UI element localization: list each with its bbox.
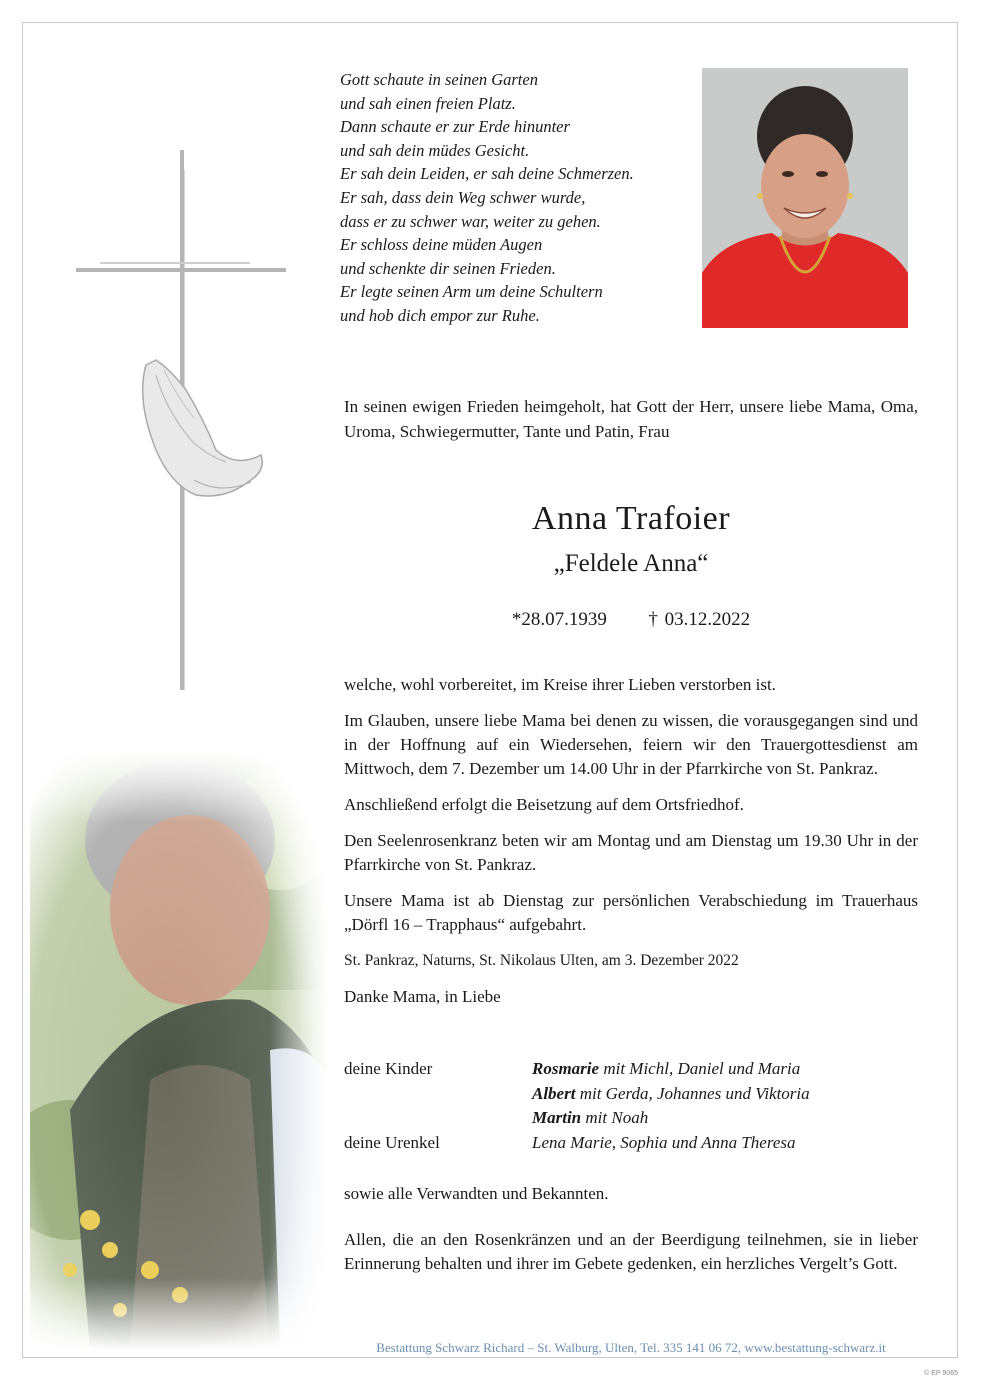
poem-line: und hob dich empor zur Ruhe. bbox=[340, 305, 540, 325]
final-thanks-text: Allen, die an den Rosenkränzen und an der Beerdigung teilnehmen, sie in lieber Erinnerung behalten und ihrer im Gebete gedenken, ein herzliches Vergelt’s Gott. bbox=[344, 1230, 918, 1273]
children-label: deine Kinder bbox=[344, 1059, 433, 1078]
burial-text: Anschließend erfolgt die Beisetzung auf dem Ortsfriedhof. bbox=[344, 795, 744, 814]
poem-line: Gott schaute in seinen Garten bbox=[340, 70, 538, 89]
poem-line: Er sah, dass dein Weg schwer wurde, bbox=[340, 187, 586, 207]
side-photo bbox=[30, 750, 330, 1350]
birth-date: *28.07.1939 bbox=[511, 609, 607, 630]
children-row bbox=[344, 1057, 918, 1131]
child-entry bbox=[532, 1082, 810, 1107]
child-entry bbox=[532, 1106, 810, 1131]
family-list bbox=[344, 1057, 918, 1155]
children-names bbox=[532, 1057, 810, 1131]
passed-text: welche, wohl vorbereitet, im Kreise ihrer Lieben verstorben ist. bbox=[344, 675, 776, 694]
great-grandchildren-row bbox=[344, 1131, 918, 1156]
funeral-home-footer: Bestattung Schwarz Richard – St. Walburg, Ulten, Tel. 335 141 06 72, www.bestattung-schwarz.it bbox=[376, 1340, 886, 1355]
child-family: mit Noah bbox=[581, 1108, 649, 1127]
poem-line: Er sah dein Leiden, er sah deine Schmerzen. bbox=[340, 164, 634, 184]
child-entry bbox=[532, 1057, 810, 1082]
cross-with-praying-hands-icon bbox=[76, 150, 286, 690]
child-name: Albert bbox=[532, 1083, 576, 1103]
poem-line: Er legte seinen Arm um deine Schultern bbox=[340, 282, 603, 302]
poem-line: dass er zu schwer war, weiter zu gehen. bbox=[340, 211, 601, 231]
poem-line: Dann schaute er zur Erde hinunter bbox=[340, 117, 570, 137]
poem-line: und sah dein müdes Gesicht. bbox=[340, 140, 530, 160]
death-date: † 03.12.2022 bbox=[648, 609, 751, 630]
great-grandchildren-names: Lena Marie, Sophia und Anna Theresa bbox=[532, 1132, 796, 1152]
child-family: mit Michl, Daniel und Maria bbox=[599, 1059, 801, 1078]
place-date-text: St. Pankraz, Naturns, St. Nikolaus Ulten, am 3. Dezember 2022 bbox=[344, 952, 739, 969]
intro-text: In seinen ewigen Frieden heimgeholt, hat Gott der Herr, unsere liebe Mama, Oma, Uroma, Schwiegermutter, Tante und Patin, Frau bbox=[344, 397, 918, 441]
portrait-photo bbox=[702, 68, 908, 328]
farewell-text: Unsere Mama ist ab Dienstag zur persönlichen Verabschiedung im Trauerhaus „Dörfl 16 – Trapphaus“ aufgebahrt. bbox=[344, 891, 918, 934]
deceased-nickname: „Feldele Anna“ bbox=[553, 550, 709, 577]
poem-line: Er schloss deine müden Augen bbox=[340, 235, 543, 255]
rosary-text: Den Seelenrosenkranz beten wir am Montag und am Dienstag um 19.30 Uhr in der Pfarrkirche von St. Pankraz. bbox=[344, 831, 918, 874]
document-code: © EP 9065 bbox=[924, 1370, 958, 1377]
deceased-name: Anna Trafoier bbox=[531, 500, 731, 537]
great-grandchildren-label: deine Urenkel bbox=[344, 1132, 440, 1152]
life-dates bbox=[344, 607, 918, 633]
child-name: Rosmarie bbox=[532, 1059, 600, 1078]
poem-line: und schenkte dir seinen Frieden. bbox=[340, 258, 556, 278]
announcement-body bbox=[344, 673, 918, 1009]
child-family: mit Gerda, Johannes und Viktoria bbox=[575, 1083, 810, 1103]
poem bbox=[340, 68, 680, 328]
relatives-text: sowie alle Verwandten und Bekannten. bbox=[344, 1184, 609, 1203]
service-text: Im Glauben, unsere liebe Mama bei denen zu wissen, die vorausgegangen sind und in der Hoffnung auf ein Wiedersehen, feiern wir den Trauergottesdienst am Mittwoch, dem 7. Dezember um 14.00 Uhr in der Pfarrkirche von St. Pankraz. bbox=[344, 711, 918, 778]
poem-line: und sah einen freien Platz. bbox=[340, 93, 516, 113]
closing bbox=[344, 1182, 918, 1276]
child-name: Martin bbox=[532, 1108, 582, 1127]
thanks-text: Danke Mama, in Liebe bbox=[344, 987, 501, 1006]
